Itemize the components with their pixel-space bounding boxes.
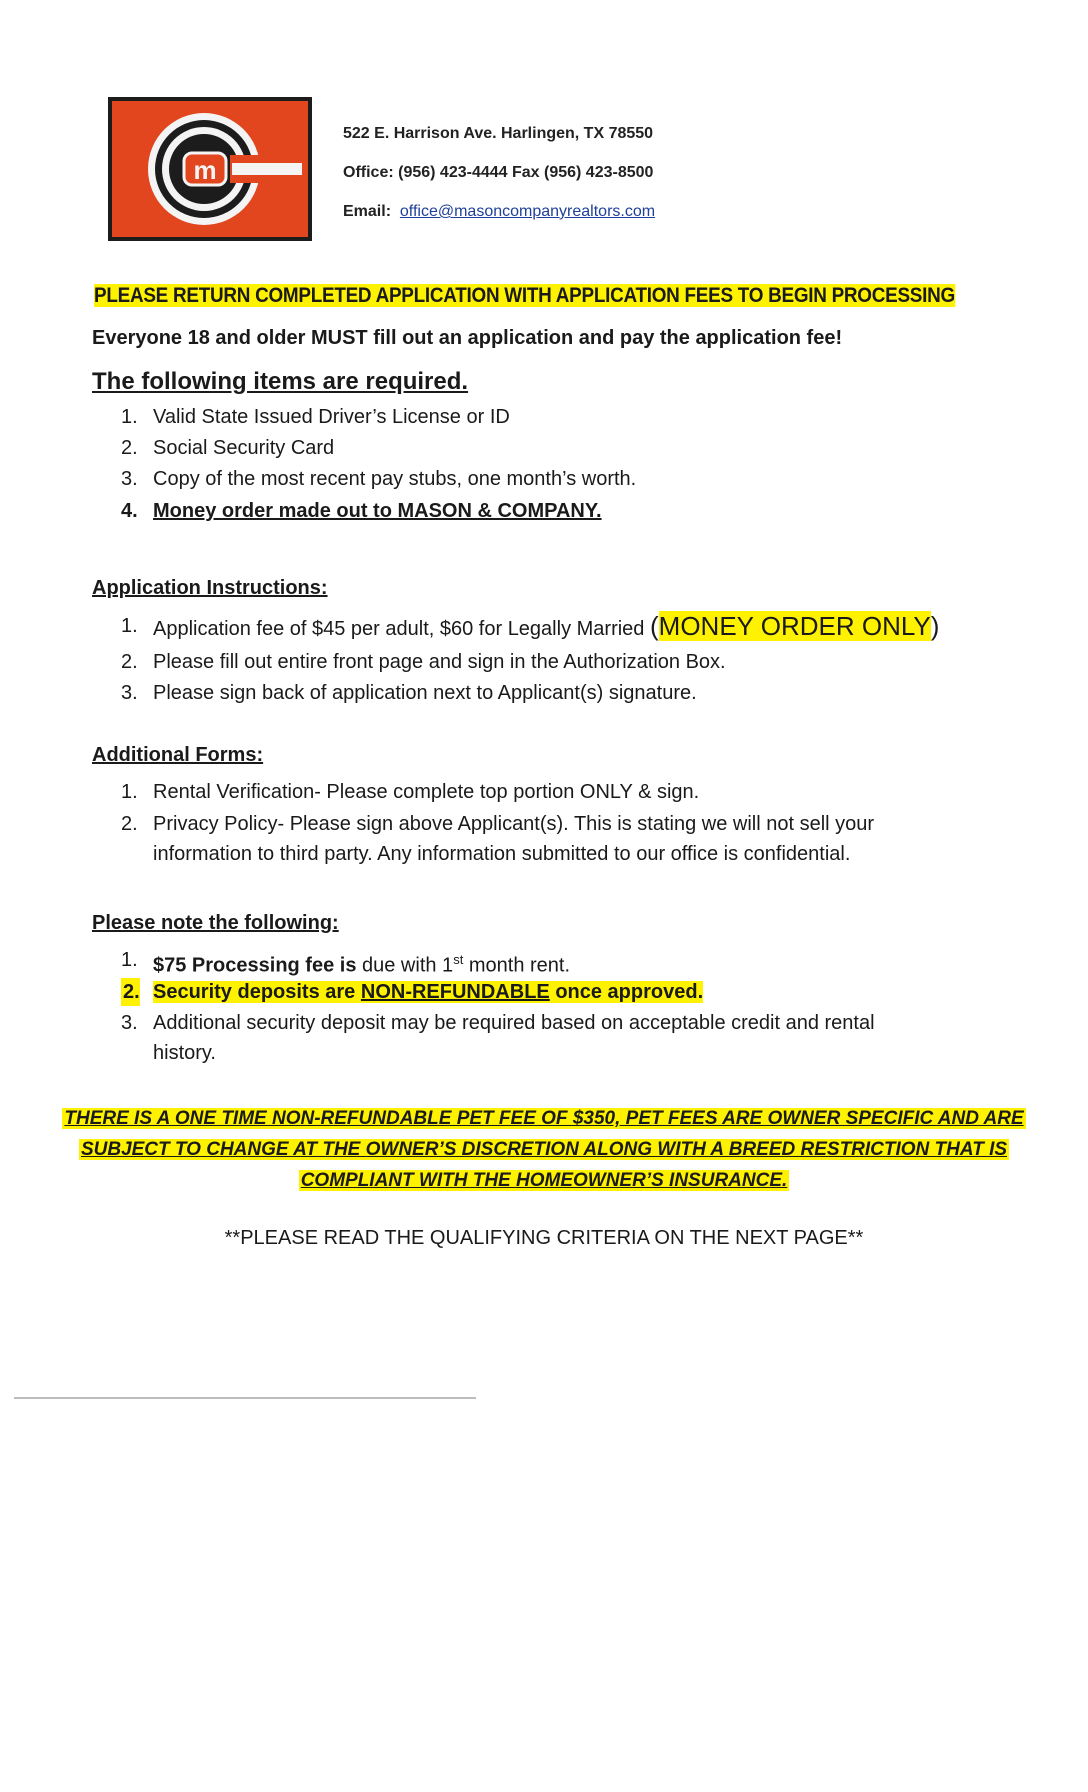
list-item: 2. Please fill out entire front page and sign in the Authorization Box. (121, 651, 726, 673)
company-logo (108, 97, 312, 241)
return-application-banner (94, 282, 955, 310)
list-item-continuation: information to third party. Any information submitted to our office is confidential. (153, 843, 851, 865)
list-item: 4. Money order made out to MASON & COMPANY. (121, 500, 602, 522)
banner-text: PLEASE RETURN COMPLETED APPLICATION WITH APPLICATION FEES TO BEGIN PROCESSING (94, 284, 955, 307)
list-item-continuation: history. (153, 1042, 216, 1064)
required-items-heading: The following items are required. (92, 368, 469, 395)
list-item (123, 978, 704, 1006)
list-item: 1. Application fee of $45 per adult, $60 for Legally Married (MONEY ORDER ONLY) (121, 611, 940, 641)
list-item: 3. Please sign back of application next to Applicant(s) signature. (121, 682, 697, 704)
list-item: 2. Privacy Policy- Please sign above Applicant(s). This is stating we will not sell your (121, 813, 875, 835)
security-deposit-highlight: 2. Security deposits are NON-REFUNDABLE once approved. (153, 981, 703, 1003)
page-divider-line (14, 1397, 476, 1399)
svg-text:m: m (193, 155, 217, 185)
list-item: 3. Copy of the most recent pay stubs, one month’s worth. (121, 468, 637, 490)
pet-notice-line: THERE IS A ONE TIME NON-REFUNDABLE PET FEE OF $350, PET FEES ARE OWNER SPECIFIC AND ARE (64, 1108, 1024, 1129)
everyone-must-apply: Everyone 18 and older MUST fill out an application and pay the application fee! (92, 327, 843, 349)
logo-background (112, 101, 308, 237)
please-note-heading: Please note the following: (92, 912, 339, 934)
company-phone-fax: Office: (956) 423-4444 Fax (956) 423-8500 (343, 164, 654, 181)
pet-notice-line: COMPLIANT WITH THE HOMEOWNER’S INSURANCE. (300, 1170, 788, 1191)
next-page-notice: **PLEASE READ THE QUALIFYING CRITERIA ON THE NEXT PAGE** (224, 1227, 864, 1249)
list-item: 2. Social Security Card (121, 437, 335, 459)
email-link[interactable]: office@masoncompanyrealtors.com (399, 203, 656, 220)
application-instructions-heading: Application Instructions: (92, 577, 328, 599)
logo-mark-icon (112, 101, 308, 237)
pet-fee-notice (60, 1103, 1028, 1196)
pet-notice-line: SUBJECT TO CHANGE AT THE OWNER’S DISCRETION ALONG WITH A BREED RESTRICTION THAT IS (80, 1139, 1008, 1160)
company-email-line (343, 203, 655, 221)
money-order-only-highlight: MONEY ORDER ONLY (658, 611, 931, 641)
list-item: 3. Additional security deposit may be required based on acceptable credit and rental (121, 1012, 875, 1034)
list-item: 1. Valid State Issued Driver’s License or ID (121, 406, 510, 428)
email-label: Email: (343, 203, 392, 220)
additional-forms-heading: Additional Forms: (92, 744, 264, 766)
list-item: 1. $75 Processing fee is due with 1st month rent. (121, 949, 571, 977)
company-address: 522 E. Harrison Ave. Harlingen, TX 78550 (343, 125, 654, 142)
list-item: 1. Rental Verification- Please complete top portion ONLY & sign. (121, 781, 700, 803)
